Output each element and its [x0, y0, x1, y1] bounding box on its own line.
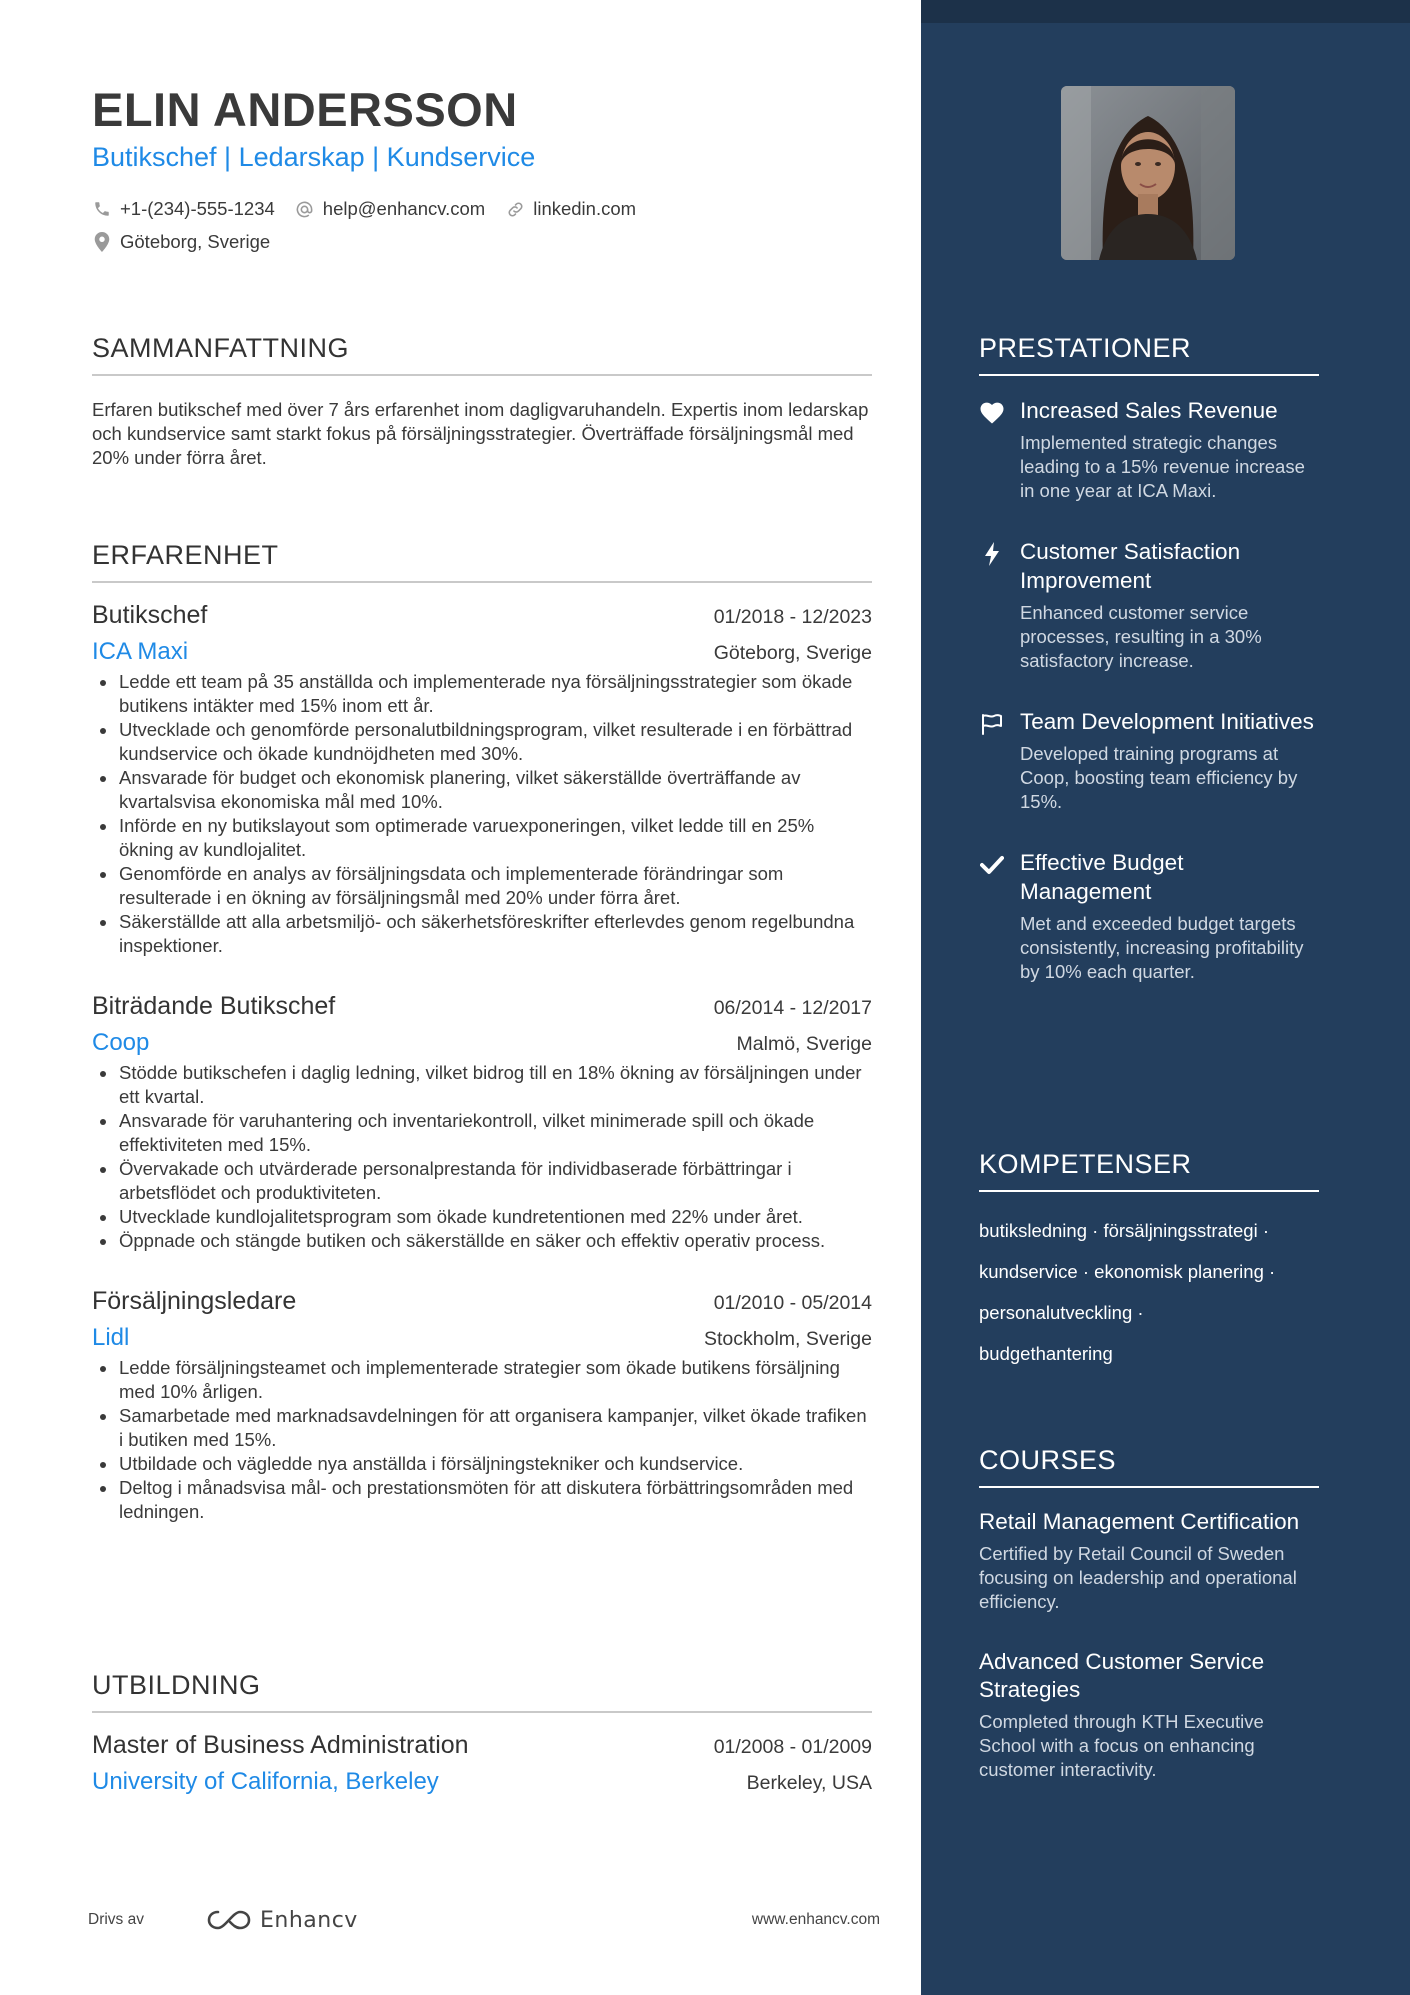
job-company: Coop: [92, 1029, 150, 1056]
degree: Master of Business Administration: [92, 1731, 469, 1759]
skills-title: KOMPETENSER: [979, 1149, 1319, 1192]
education-entry: [92, 1731, 872, 1796]
course-item: [979, 1508, 1319, 1614]
experience-title: ERFARENHET: [92, 540, 872, 583]
enhancv-logo[interactable]: [206, 1908, 358, 1933]
achievements-title: PRESTATIONER: [979, 333, 1319, 376]
skill-tag: butiksledning: [979, 1220, 1087, 1241]
education-dates: 01/2008 - 01/2009: [713, 1736, 872, 1758]
footer: [88, 1900, 880, 1940]
sidebar-top-bar: [921, 0, 1410, 23]
job-location: Göteborg, Sverige: [713, 642, 872, 664]
email-text: help@enhancv.com: [322, 198, 486, 219]
courses-section: [979, 1445, 1319, 1782]
phone-contact: [92, 198, 275, 220]
job-bullets: [92, 670, 872, 958]
bullet-item: Ansvarade för budget och ekonomisk planering, vilket säkerställde överträffande av kvartalsvisa ekonomiska mål med 10%.: [92, 766, 872, 814]
achievement-item: [979, 537, 1319, 673]
skill-tag: budgethantering: [979, 1343, 1113, 1364]
job-location: Stockholm, Sverige: [704, 1328, 872, 1350]
job-location: Malmö, Sverige: [736, 1033, 872, 1055]
phone-text: +1-(234)-555-1234: [120, 198, 275, 219]
bullet-item: Deltog i månadsvisa mål- och prestationsmöten för att diskutera förbättringsområden med ledningen.: [92, 1476, 872, 1524]
courses-title: COURSES: [979, 1445, 1319, 1488]
achievement-item: [979, 396, 1319, 503]
job-company: ICA Maxi: [92, 638, 189, 665]
summary-text: Erfaren butikschef med över 7 års erfarenhet inom dagligvaruhandeln. Expertis inom ledarskap och kundservice samt starkt fokus på försäljningsstrategier. Överträffade försäljningsmål med 20% under förra året.: [92, 399, 869, 468]
headline: Butikschef | Ledarskap | Kundservice: [92, 142, 536, 172]
linkedin-text: linkedin.com: [533, 198, 637, 219]
bullet-item: Utbildade och vägledde nya anställda i försäljningstekniker och kundservice.: [92, 1452, 872, 1476]
skills-list: butiksledning · försäljningsstrategi · kundservice · ekonomisk planering · personalutveckling · budgethantering: [979, 1220, 1276, 1364]
bullet-item: Säkerställde att alla arbetsmiljö- och säkerhetsföreskrifter efterlevdes genom regelbundna inspektioner.: [92, 910, 872, 958]
education-title: UTBILDNING: [92, 1670, 872, 1713]
summary-section: [92, 333, 872, 470]
sidebar: [921, 0, 1410, 1995]
bullet-item: Övervakade och utvärderade personalprestanda för individbaserade förbättringar i arbetsflödet och produktiviteten.: [92, 1157, 872, 1205]
job-entry: [92, 601, 872, 958]
experience-section: [92, 540, 872, 1524]
bullet-item: Samarbetade med marknadsavdelningen för att organisera kampanjer, vilket ökade trafiken i butiken med 15%.: [92, 1404, 872, 1452]
course-item: [979, 1648, 1319, 1782]
infinity-icon: [206, 1908, 252, 1932]
candidate-name: ELIN ANDERSSON: [92, 83, 518, 136]
achievement-title: Customer Satisfaction Improvement: [1020, 539, 1241, 593]
bullet-item: Utvecklade kundlojalitetsprogram som ökade kundretentionen med 22% under året.: [92, 1205, 872, 1229]
bullet-item: Stödde butikschefen i daglig ledning, vilket bidrog till en 18% ökning av försäljningen under ett kvartal.: [92, 1061, 872, 1109]
school: University of California, Berkeley: [92, 1768, 439, 1795]
flag-icon: [979, 711, 1005, 737]
bullet-item: Ledde ett team på 35 anställda och implementerade nya försäljningsstrategier som ökade butikens intäkter med 15% inom ett år.: [92, 670, 872, 718]
bullet-item: Ledde försäljningsteamet och implementerade strategier som ökade butikens försäljning med 10% årligen.: [92, 1356, 872, 1404]
job-title: Butikschef: [92, 601, 208, 629]
job-title: Biträdande Butikschef: [92, 992, 336, 1020]
summary-title: SAMMANFATTNING: [92, 333, 872, 376]
skill-tag: ekonomisk planering: [1094, 1261, 1264, 1282]
achievement-item: [979, 848, 1319, 984]
skill-tag: personalutveckling: [979, 1302, 1133, 1323]
bullet-item: Genomförde en analys av försäljningsdata och implementerade förändringar som resulterade i en ökning av försäljningsmål med 20% under förra året.: [92, 862, 872, 910]
course-desc: Completed through KTH Executive School with a focus on enhancing customer interactivity.: [979, 1711, 1264, 1780]
achievement-desc: Met and exceeded budget targets consistently, increasing profitability by 10% each quarter.: [1020, 913, 1304, 982]
achievement-title: Team Development Initiatives: [1020, 709, 1314, 734]
email-contact[interactable]: [295, 198, 485, 220]
location-text: Göteborg, Sverige: [120, 231, 271, 252]
location-pin-icon: [92, 232, 112, 252]
checkmark-icon: [979, 852, 1005, 878]
heart-icon: [979, 400, 1005, 426]
job-dates: 01/2018 - 12/2023: [713, 606, 872, 628]
link-icon: [505, 199, 525, 219]
course-title: Advanced Customer Service Strategies: [979, 1649, 1265, 1702]
bullet-item: Öppnade och stängde butiken och säkerställde en säker och effektiv operativ process.: [92, 1229, 872, 1253]
location-contact: [92, 231, 270, 253]
linkedin-contact[interactable]: [505, 198, 636, 220]
bullet-item: Införde en ny butikslayout som optimerade varuexponeringen, vilket ledde till en 25% ökning av kundlojalitet.: [92, 814, 872, 862]
achievement-desc: Enhanced customer service processes, resulting in a 30% satisfactory increase.: [1020, 602, 1262, 671]
job-bullets: [92, 1061, 872, 1253]
job-dates: 01/2010 - 05/2014: [713, 1292, 872, 1314]
at-icon: [295, 199, 315, 219]
bullet-item: Utvecklade och genomförde personalutbildningsprogram, vilket resulterade i en förbättrad kundservice och ökade kundnöjdheten med 30%.: [92, 718, 872, 766]
footer-brand: Enhancv: [259, 1907, 358, 1933]
footer-url[interactable]: www.enhancv.com: [751, 1911, 880, 1928]
achievement-title: Increased Sales Revenue: [1020, 398, 1278, 423]
job-title: Försäljningsledare: [92, 1287, 297, 1315]
education-location: Berkeley, USA: [746, 1772, 872, 1794]
skills-section: [979, 1149, 1319, 1374]
footer-label: Drivs av: [88, 1911, 144, 1928]
achievements-section: [979, 333, 1319, 984]
education-section: [92, 1670, 872, 1796]
phone-icon: [92, 199, 112, 219]
course-title: Retail Management Certification: [979, 1509, 1300, 1534]
job-dates: 06/2014 - 12/2017: [713, 997, 872, 1019]
job-company: Lidl: [92, 1324, 130, 1351]
job-bullets: [92, 1356, 872, 1524]
achievement-item: [979, 707, 1319, 814]
course-desc: Certified by Retail Council of Sweden focusing on leadership and operational efficiency.: [979, 1543, 1297, 1612]
job-entry: [92, 992, 872, 1253]
lightning-icon: [979, 541, 1005, 567]
bullet-item: Ansvarade för varuhantering och inventariekontroll, vilket minimerade spill och ökade effektiviteten med 15%.: [92, 1109, 872, 1157]
profile-photo: [1061, 86, 1235, 260]
job-entry: [92, 1287, 872, 1524]
achievement-desc: Implemented strategic changes leading to a 15% revenue increase in one year at ICA Maxi.: [1020, 432, 1305, 501]
contact-info: [92, 196, 892, 262]
skill-tag: försäljningsstrategi: [1103, 1220, 1258, 1241]
skill-tag: kundservice: [979, 1261, 1078, 1282]
achievement-title: Effective Budget Management: [1020, 850, 1184, 904]
achievement-desc: Developed training programs at Coop, boosting team efficiency by 15%.: [1020, 743, 1298, 812]
